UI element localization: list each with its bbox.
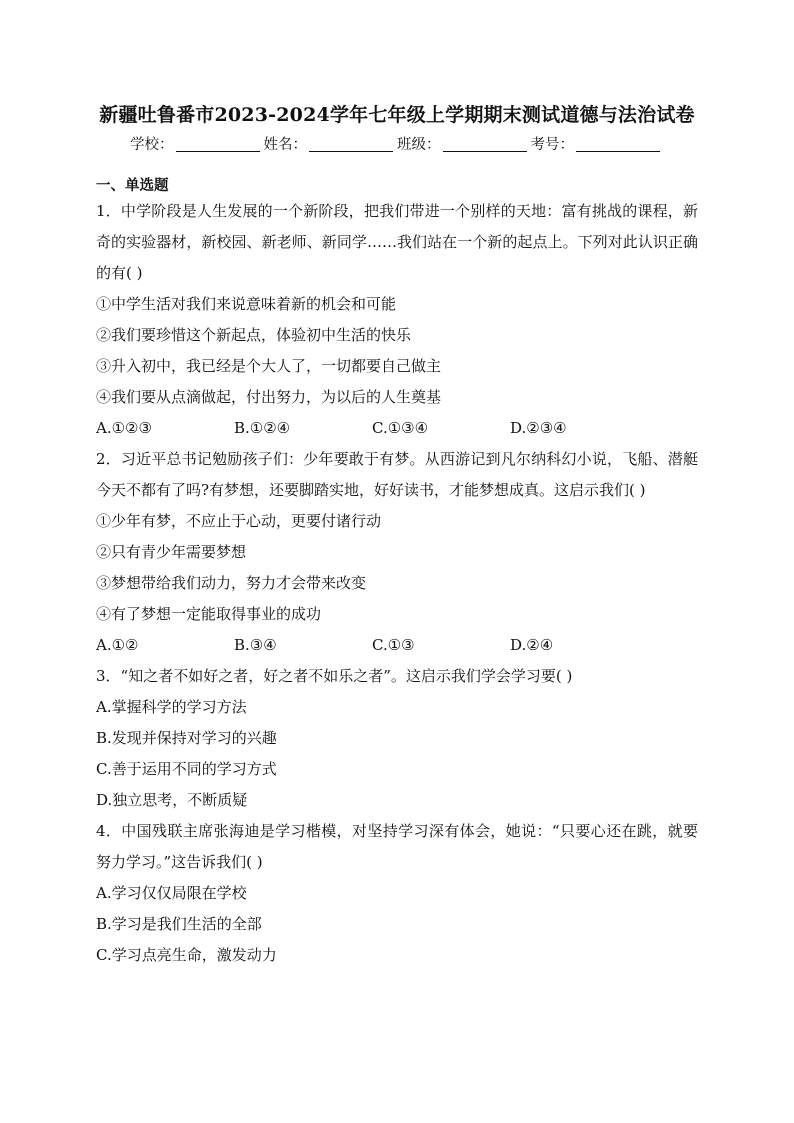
question-1: [96, 196, 698, 444]
statement: ③升入初中，我已经是个大人了，一切都要自己做主: [96, 357, 442, 375]
question-3: [96, 661, 698, 816]
info-label: 考号：: [530, 137, 574, 153]
statement: ②只有青少年需要梦想: [96, 543, 247, 561]
info-name: [264, 134, 398, 156]
option-b[interactable]: B.①②④: [234, 419, 291, 437]
options-row: [96, 413, 698, 444]
option-b[interactable]: B.③④: [234, 636, 277, 654]
statement: ①少年有梦，不应止于心动，更要付诸行动: [96, 512, 382, 530]
question-stem: 4．中国残联主席张海迪是学习楷模，对坚持学习深有体会，她说：“只要心还在跳，就要努力学习。”这告诉我们( ): [96, 822, 698, 871]
question-2: [96, 444, 698, 661]
student-info-line: [96, 134, 698, 156]
class-blank[interactable]: [443, 136, 527, 152]
info-label: 姓名：: [263, 137, 307, 153]
statement: ④有了梦想一定能取得事业的成功: [96, 605, 322, 623]
option-d[interactable]: D.独立思考，不断质疑: [96, 791, 248, 809]
exam-number-blank[interactable]: [576, 136, 660, 152]
info-label: 班级：: [397, 137, 441, 153]
option-c[interactable]: C.①③: [372, 636, 415, 654]
info-class: [397, 134, 531, 156]
question-stem: 1．中学阶段是人生发展的一个新阶段，把我们带进一个别样的天地：富有挑战的课程，新奇的实验器材，新校园、新老师、新同学……我们站在一个新的起点上。下列对此认识正确的有( ): [96, 202, 698, 282]
option-d[interactable]: D.②③④: [510, 419, 567, 437]
info-label: 学校：: [130, 137, 174, 153]
question-4: [96, 816, 698, 971]
exam-title: 新疆吐鲁番市2023-2024学年七年级上学期期末测试道德与法治试卷: [99, 104, 695, 126]
statement: ③梦想带给我们动力，努力才会带来改变: [96, 574, 367, 592]
question-stem: 2．习近平总书记勉励孩子们：少年要敢于有梦。从西游记到凡尔纳科幻小说，飞船、潜艇今天不都有了吗?有梦想，还要脚踏实地，好好读书，才能梦想成真。这启示我们( ): [96, 450, 698, 499]
statement: ①中学生活对我们来说意味着新的机会和可能: [96, 295, 397, 313]
option-a[interactable]: A.①②③: [96, 419, 152, 437]
option-c[interactable]: C.学习点亮生命，激发动力: [96, 946, 277, 964]
name-blank[interactable]: [309, 136, 393, 152]
statement: ④我们要从点滴做起，付出努力，为以后的人生奠基: [96, 388, 442, 406]
info-exam-number: [531, 134, 665, 156]
option-a[interactable]: A.学习仅仅局限在学校: [96, 884, 247, 902]
option-d[interactable]: D.②④: [510, 636, 554, 654]
statement: ②我们要珍惜这个新起点，体验初中生活的快乐: [96, 326, 412, 344]
info-school: [130, 134, 264, 156]
options-row: [96, 630, 698, 661]
option-c[interactable]: C.善于运用不同的学习方式: [96, 760, 277, 778]
option-a[interactable]: A.①②: [96, 636, 139, 654]
option-a[interactable]: A.掌握科学的学习方法: [96, 698, 247, 716]
option-b[interactable]: B.发现并保持对学习的兴趣: [96, 729, 277, 747]
section-heading: 一、单选题: [96, 178, 169, 194]
school-blank[interactable]: [176, 136, 260, 152]
option-c[interactable]: C.①③④: [372, 419, 429, 437]
question-stem: 3．“知之者不如好之者，好之者不如乐之者”。这启示我们学会学习要( ): [96, 667, 573, 685]
option-b[interactable]: B.学习是我们生活的全部: [96, 915, 262, 933]
